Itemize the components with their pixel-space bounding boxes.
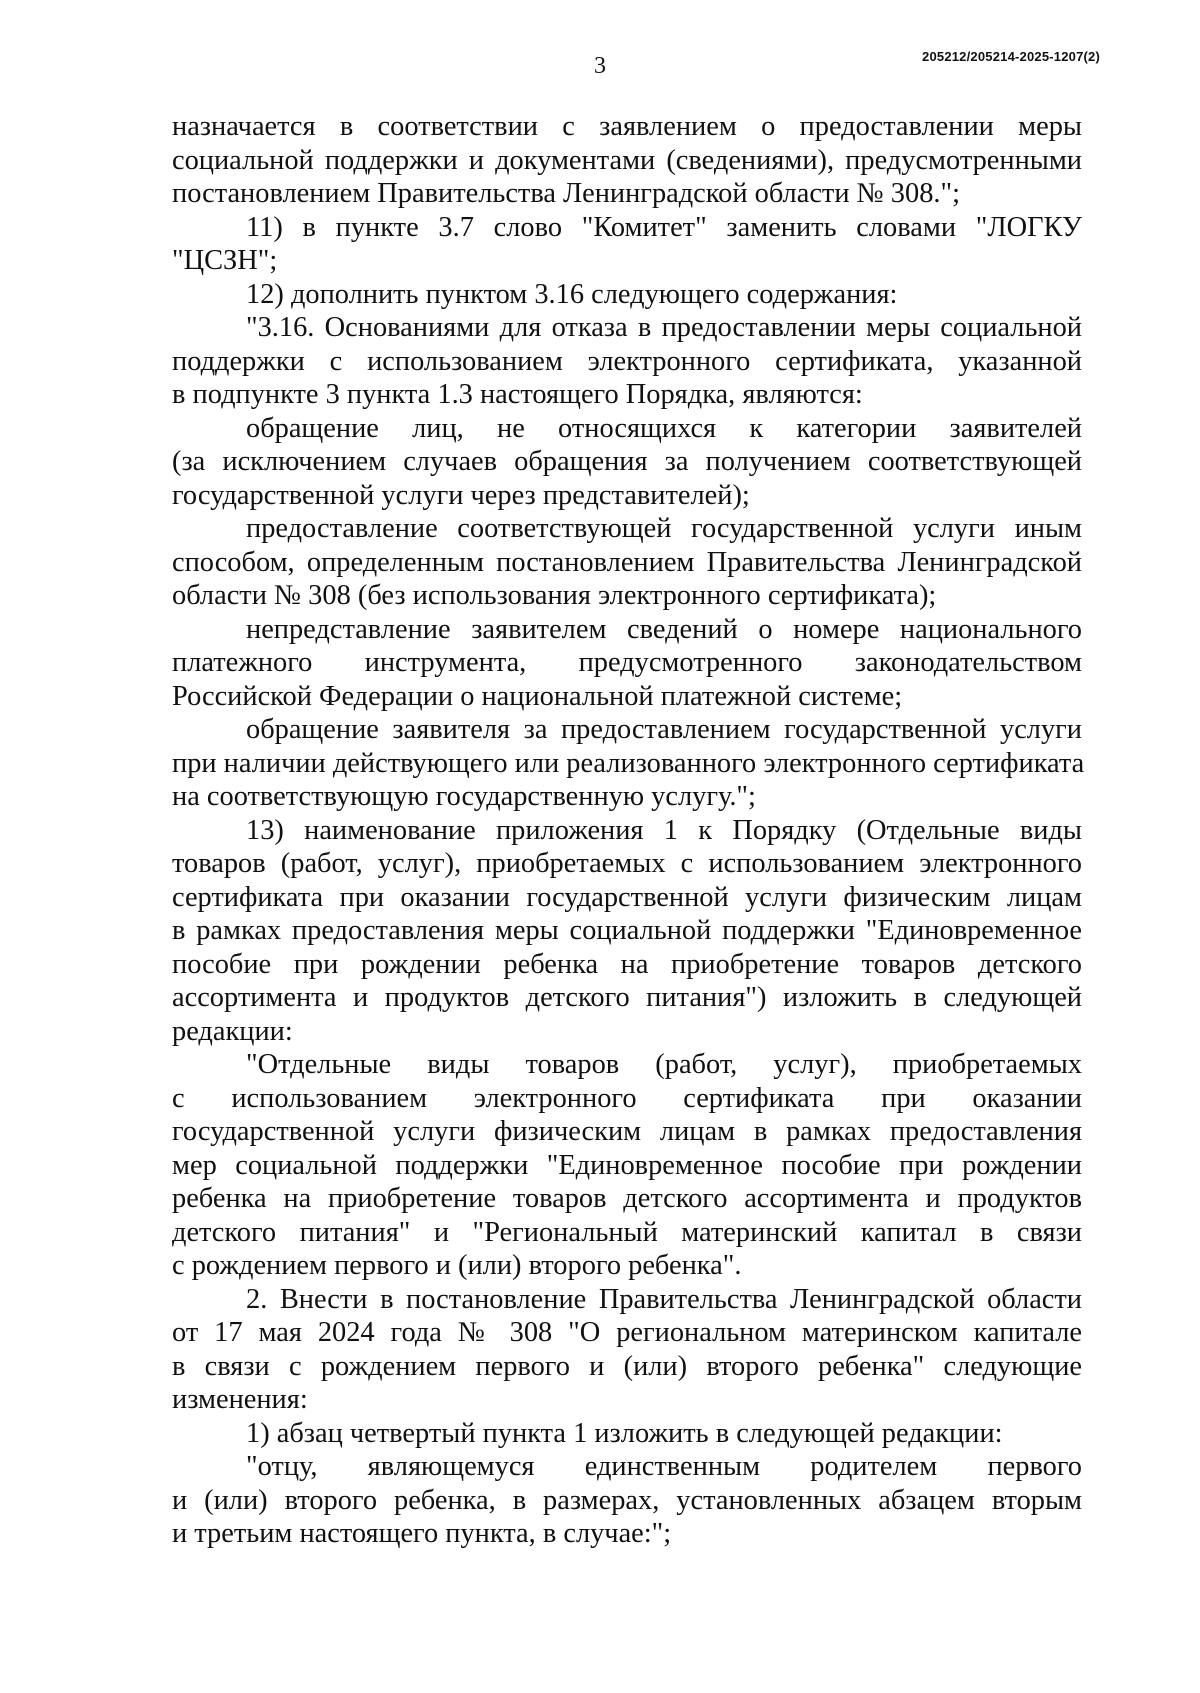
text-line: от 17 мая 2024 года № 308 "О региональном материнском капитале (172, 1317, 1082, 1348)
page-number: 3 (594, 53, 606, 79)
text-line: области № 308 (без использования электронного сертификата); (172, 580, 937, 611)
text-line: поддержки с использованием электронного сертификата, указанной (172, 345, 1082, 377)
text-line: 11) в пункте 3.7 слово "Комитет" заменить словами "ЛОГКУ (246, 211, 1082, 243)
text-line: и (или) второго ребенка, в размерах, установленных абзацем вторым (172, 1484, 1082, 1516)
text-line: "3.16. Основаниями для отказа в предоставлении меры социальной (246, 312, 1082, 343)
text-line: ребенка на приобретение товаров детского ассортимента и продуктов (172, 1183, 1082, 1214)
text-line: государственной услуги физическим лицам в рамках предоставления (172, 1116, 1082, 1147)
text-line: редакции: (172, 1015, 293, 1047)
text-line: постановлением Правительства Ленинградской области № 308."; (172, 178, 960, 209)
text-line: обращение лиц, не относящихся к категории заявителей (246, 412, 1082, 444)
text-line: предоставление соответствующей государственной услуги иным (246, 513, 1082, 544)
text-line: 12) дополнить пунктом 3.16 следующего содержания: (246, 278, 898, 310)
text-line: ассортимента и продуктов детского питания") изложить в следующей (172, 982, 1082, 1013)
text-line: "Отдельные виды товаров (работ, услуг), приобретаемых (246, 1049, 1082, 1080)
text-line: Российской Федерации о национальной платежной системе; (172, 680, 903, 712)
text-line: с рождением первого и (или) второго ребенка". (172, 1250, 742, 1281)
text-line: государственной услуги через представителей); (172, 479, 750, 511)
text-line: способом, определенным постановлением Правительства Ленинградской (172, 546, 1082, 578)
text-line: 1) абзац четвертый пункта 1 изложить в следующей редакции: (246, 1417, 1003, 1449)
text-line: "ЦСЗН"; (172, 245, 278, 276)
text-line: назначается в соответствии с заявлением о предоставлении меры (172, 111, 1082, 142)
document-body (172, 110, 1085, 1551)
text-line: пособие при рождении ребенка на приобретение товаров детского (172, 948, 1082, 980)
text-line: мер социальной поддержки "Единовременное пособие при рождении (172, 1149, 1082, 1181)
document-registration-number: 205212/205214-2025-1207(2) (922, 49, 1100, 64)
text-line: "отцу, являющемуся единственным родителем первого (246, 1451, 1082, 1482)
text-line: в связи с рождением первого и (или) второго ребенка" следующие (172, 1350, 1082, 1382)
text-line: социальной поддержки и документами (сведениями), предусмотренными (172, 144, 1082, 176)
text-line: обращение заявителя за предоставлением государственной услуги (246, 714, 1082, 745)
text-line: товаров (работ, услуг), приобретаемых с использованием электронного (172, 848, 1082, 879)
text-line: при наличии действующего или реализованного электронного сертификата (172, 747, 1085, 779)
text-line: 13) наименование приложения 1 к Порядку (Отдельные виды (246, 814, 1082, 846)
text-line: и третьим настоящего пункта, в случае:"; (172, 1518, 672, 1549)
text-line: 2. Внести в постановление Правительства Ленинградской области (246, 1283, 1082, 1315)
text-line: платежного инструмента, предусмотренного законодательством (172, 647, 1082, 678)
text-line: детского питания" и "Региональный материнский капитал в связи (172, 1216, 1082, 1248)
text-line: в подпункте 3 пункта 1.3 настоящего Порядка, являются: (172, 379, 863, 410)
text-line: с использованием электронного сертификата при оказании (172, 1082, 1082, 1114)
text-line: на соответствующую государственную услугу."; (172, 781, 756, 812)
text-line: (за исключением случаев обращения за получением соответствующей (172, 446, 1082, 477)
text-line: непредставление заявителем сведений о номере национального (246, 613, 1082, 645)
text-line: в рамках предоставления меры социальной поддержки "Единовременное (172, 915, 1082, 946)
text-line: изменения: (172, 1384, 308, 1415)
text-line: сертификата при оказании государственной услуги физическим лицам (172, 881, 1082, 913)
